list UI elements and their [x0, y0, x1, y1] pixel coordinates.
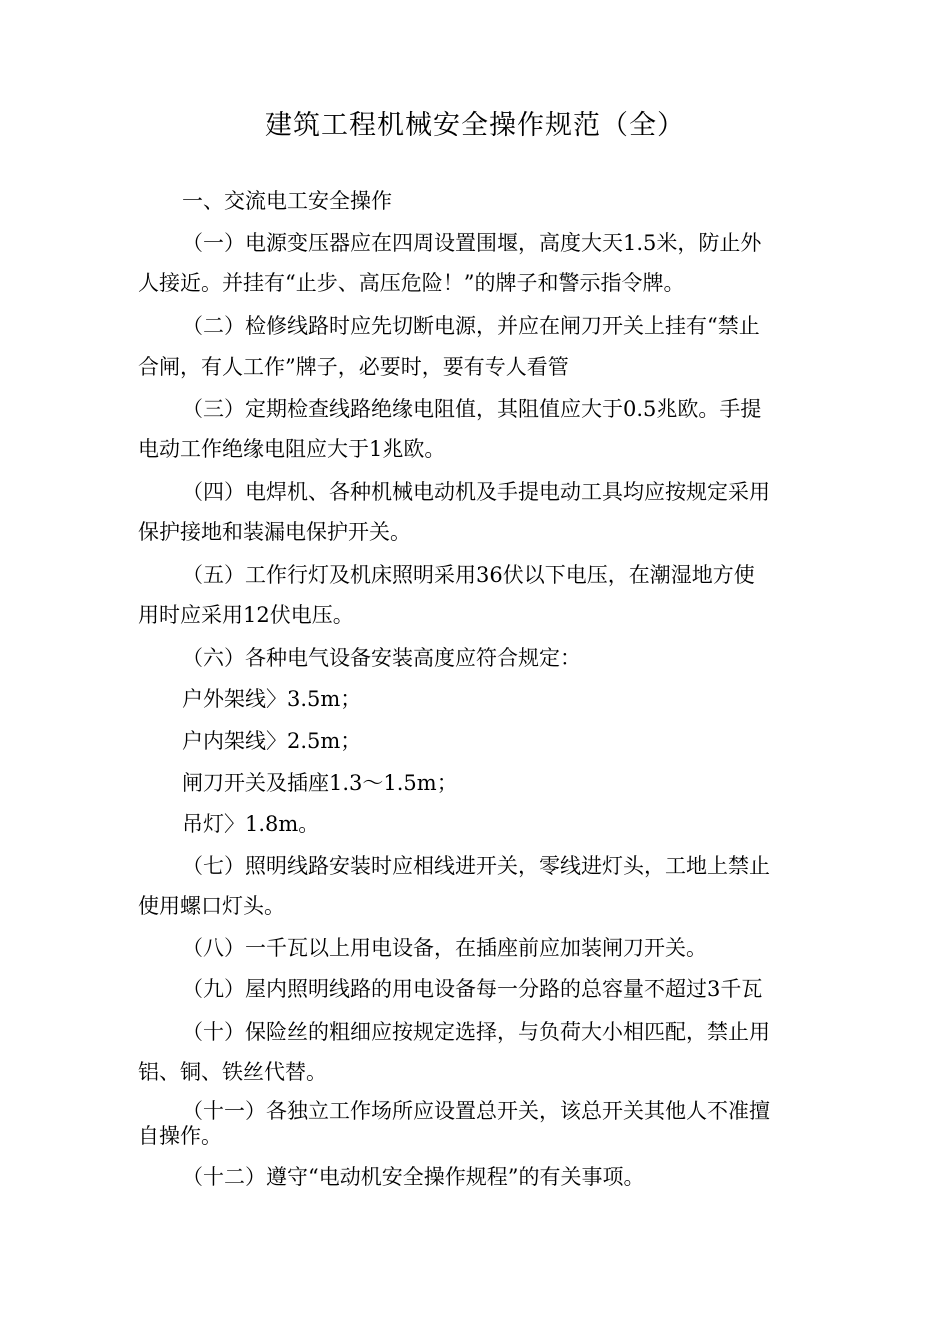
document-title: 建筑工程机械安全操作规范（全）: [265, 110, 685, 141]
item-7-line-2: 使用螺口灯头。: [138, 894, 285, 918]
item-10-line-1: （十）保险丝的粗细应按规定选择，与负荷大小相匹配，禁止用: [182, 1020, 770, 1044]
item-11-line-1: （十一）各独立工作场所应设置总开关，该总开关其他人不准擅: [182, 1099, 770, 1123]
item-3-line-1: （三）定期检查线路绝缘电阻值，其阻值应大于0.5兆欧。手提: [182, 397, 762, 421]
item-5-line-1: （五）工作行灯及机床照明采用36伏以下电压，在潮湿地方使: [182, 563, 755, 587]
section-heading: 一、交流电工安全操作: [182, 189, 392, 213]
item-4-line-2: 保护接地和装漏电保护开关。: [138, 520, 411, 544]
item-11-line-2: 自操作。: [138, 1124, 222, 1148]
height-pendant-lamp: 吊灯〉1.8m。: [182, 812, 320, 836]
item-7-line-1: （七）照明线路安装时应相线进开关，零线进灯头，工地上禁止: [182, 854, 770, 878]
item-8-line-1: （八）一千瓦以上用电设备，在插座前应加装闸刀开关。: [182, 936, 707, 960]
height-indoor-wiring: 户内架线〉2.5m；: [182, 729, 362, 753]
item-12-line-1: （十二）遵守“电动机安全操作规程”的有关事项。: [182, 1165, 645, 1189]
height-outdoor-wiring: 户外架线〉3.5m；: [182, 687, 362, 711]
height-switch-socket: 闸刀开关及插座1.3〜1.5m；: [182, 771, 458, 795]
item-5-line-2: 用时应采用12伏电压。: [138, 603, 354, 627]
item-2-line-2: 合闸，有人工作”牌子，必要时，要有专人看管: [138, 355, 569, 379]
item-1-line-1: （一）电源变压器应在四周设置围堰，高度大天1.5米，防止外: [182, 231, 762, 255]
item-10-line-2: 铝、铜、铁丝代替。: [138, 1060, 327, 1084]
item-1-line-2: 人接近。并挂有“止步、高压危险！”的牌子和警示指令牌。: [138, 271, 685, 295]
item-2-line-1: （二）检修线路时应先切断电源，并应在闸刀开关上挂有“禁止: [182, 314, 760, 338]
item-3-line-2: 电动工作绝缘电阻应大于1兆欧。: [138, 437, 446, 461]
item-6-line-1: （六）各种电气设备安装高度应符合规定：: [182, 646, 581, 670]
item-9-line-1: （九）屋内照明线路的用电设备每一分路的总容量不超过3千瓦: [182, 977, 763, 1001]
item-4-line-1: （四）电焊机、各种机械电动机及手提电动工具均应按规定采用: [182, 480, 770, 504]
